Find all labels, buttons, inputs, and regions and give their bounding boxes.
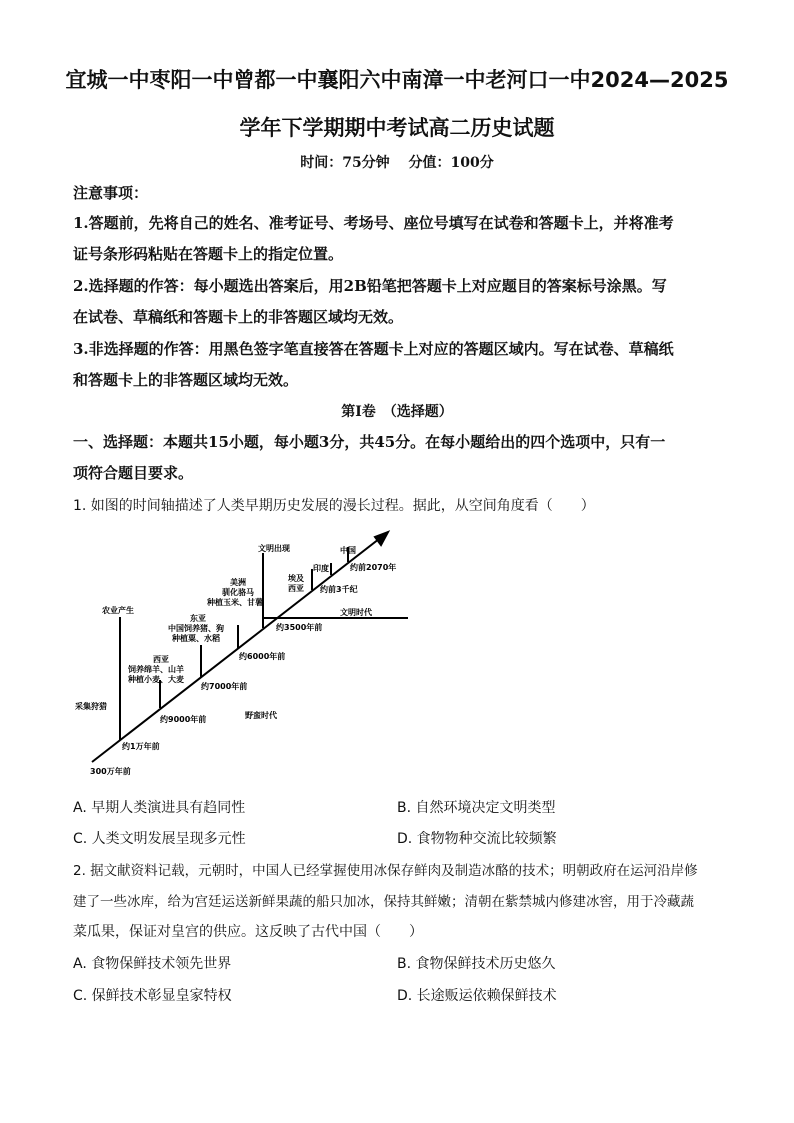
q2-option-a: A. 食物保鲜技术领先世界 (73, 956, 232, 972)
notice-item-3-line2: 和答题卡上的非答题区域均无效。 (73, 371, 299, 389)
exam-title-line1: 宜城一中枣阳一中曾都一中襄阳六中南漳一中老河口一中2024—2025 (65, 68, 729, 92)
q2-option-d: D. 长途贩运依赖保鲜技术 (397, 988, 557, 1004)
q2-option-b: B. 食物保鲜技术历史悠久 (397, 956, 556, 972)
notice-item-2-line2: 在试卷、草稿纸和答题卡上的非答题区域均无效。 (73, 308, 404, 326)
q1-option-a: A. 早期人类演进具有趋同性 (73, 800, 246, 816)
timeline-arrowhead (375, 532, 388, 545)
section-intro-line2: 项符合题目要求。 (73, 464, 194, 482)
notice-item-1-line1: 1.答题前，先将自己的姓名、准考证号、考场号、座位号填写在试卷和答题卡上，并将准考 (73, 214, 674, 232)
label-meizhou-head: 美洲 (230, 578, 246, 587)
question-2-stem-line2: 建了一些冰库，给为宫廷运送新鲜果蔬的船只加冰，保持其鲜嫩；清朝在紫禁城内修建冰窖，用于冷藏蔬 (73, 894, 694, 910)
section-title: 第Ⅰ卷 （选择题） (341, 404, 453, 420)
time-score-info: 时间：75分钟 分值：100分 (300, 155, 494, 171)
history-timeline-figure (70, 525, 415, 780)
label-yeman: 野蛮时代 (245, 711, 277, 720)
label-aiji: 埃及 (288, 574, 304, 583)
label-wenmingchuxian: 文明出现 (258, 544, 290, 553)
label-aiji-xiya: 西亚 (288, 584, 304, 593)
notice-heading: 注意事项： (73, 184, 149, 202)
label-wenmingshidai: 文明时代 (340, 608, 372, 617)
label-caiji: 采集狩猎 (75, 702, 107, 711)
label-7000: 约7000年前 (201, 682, 248, 691)
q2-option-c: C. 保鲜技术彰显皇家特权 (73, 988, 232, 1004)
exam-title-line2: 学年下学期期中考试高二历史试题 (239, 116, 555, 140)
label-dongya-2: 种植粟、水稻 (172, 634, 220, 643)
label-xiya-1: 饲养绵羊、山羊 (128, 665, 184, 674)
notice-item-2-line1: 2.选择题的作答：每小题选出答案后，用2B铅笔把答题卡上对应题目的答案标号涂黑。写 (73, 277, 667, 295)
label-9000: 约9000年前 (160, 715, 207, 724)
label-6000: 约6000年前 (239, 652, 286, 661)
label-zhongguo: 中国 (340, 546, 356, 555)
label-3c: 约前3千纪 (320, 585, 358, 594)
label-dongya-head: 东亚 (190, 614, 206, 623)
q1-option-c: C. 人类文明发展呈现多元性 (73, 831, 246, 847)
notice-item-1-line2: 证号条形码粘贴在答题卡上的指定位置。 (73, 245, 344, 263)
q1-option-d: D. 食物物种交流比较频繁 (397, 831, 557, 847)
q1-option-b: B. 自然环境决定文明类型 (397, 800, 556, 816)
label-3500: 约3500年前 (276, 623, 323, 632)
question-2-stem-line1: 2. 据文献资料记载，元朝时，中国人已经掌握使用冰保存鲜肉及制造冰酪的技术；明朝政府在运河沿岸修 (73, 863, 698, 879)
label-meizhou-2: 种植玉米、甘薯 (207, 598, 263, 607)
label-meizhou-1: 驯化骆马 (222, 588, 254, 597)
timeline-axis (92, 532, 388, 762)
label-xiya-head: 西亚 (153, 655, 169, 664)
notice-item-3-line1: 3.非选择题的作答：用黑色签字笔直接答在答题卡上对应的答题区域内。写在试卷、草稿纸 (73, 340, 674, 358)
label-300wan: 300万年前 (90, 767, 131, 776)
label-nongye: 农业产生 (102, 606, 134, 615)
label-xiya-2: 种植小麦、大麦 (128, 675, 184, 684)
label-1wan: 约1万年前 (122, 742, 160, 751)
label-dongya-1: 中国饲养猪、狗 (168, 624, 224, 633)
question-2-stem-line3: 菜瓜果，保证对皇宫的供应。这反映了古代中国（ ） (73, 924, 423, 940)
section-intro-line1: 一、选择题：本题共15小题，每小题3分，共45分。在每小题给出的四个选项中，只有一 (73, 433, 666, 451)
question-1-stem: 1. 如图的时间轴描述了人类早期历史发展的漫长过程。据此，从空间角度看（ ） (73, 498, 595, 514)
label-yindu: 印度 (313, 564, 329, 573)
label-2070: 约前2070年 (350, 563, 397, 572)
